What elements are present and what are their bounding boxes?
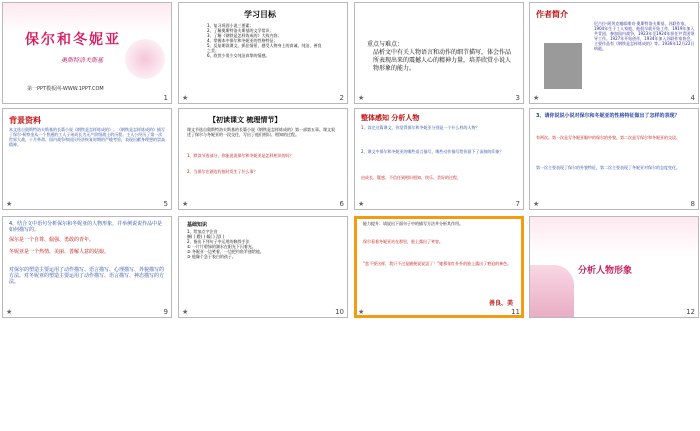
list-item: 2、指出下列句子中运用的修辞手法 [187,239,250,244]
example-sentence: 保尔看着冬妮亚站在那里，脸上露出了笑容。 [363,239,443,244]
slide-number: 4 [690,94,695,102]
slide-thumbnail[interactable] [178,216,348,318]
list-item: 4、掌握本中保尔和冬妮亚的性格特征； [207,38,278,43]
slide-heading: 重点与难点： [367,41,404,48]
slide-thumbnail[interactable] [354,2,524,104]
slide-body: 对保尔的塑造主要运用了动作描写、语言描写、心理描写、外貌描写的方法。对冬妮亚的塑造主要运用了动作描写、语言描写、神态描写的方法。 [9,267,165,285]
slide-body: 本文选自奥斯特洛夫斯基的长篇小说《钢铁是怎样炼成的》。《钢铁是怎样炼成的》描写了保尔·柯察金从一个普通的工人子弟成长为无产阶级战士的历程。主人公经历了第一次世界大战、十月革命、国内战争和国民经济恢复时期的严峻考验，表现出献身理想的崇高精神。 [9,127,165,147]
author-portrait [544,43,582,89]
slide-thumbnail[interactable] [529,2,699,104]
list-item: 5、反复朗读课文，抓住情景，感受人物身上的真诚、纯洁、善良之美； [207,43,322,53]
transition-star-icon: ★ [358,200,365,208]
slide-number: 7 [515,200,520,208]
list-item: ① 一片片碧绿的湖水在阳光下闪着光。 [187,244,256,249]
slide-thumbnail[interactable] [529,216,699,318]
slide-number: 10 [335,308,344,316]
exercise-list [187,229,337,259]
slide-body: 有两次。第一次是写冬妮亚眼中的保尔的外貌，第二次是写保尔和冬妮亚的交谈。 [536,135,680,140]
list-item: 2、了解奥斯特洛夫斯基的文学常识； [207,28,274,33]
transition-star-icon: ★ [6,308,13,316]
slide-body: 课文节选自奥斯特洛夫斯基的长篇小说《钢铁是怎样炼成的》第一部第五章。课文叙述了保尔与冬妮亚的一段交往，写出了他们相识、相知的过程。 [187,127,335,137]
slide-thumbnail[interactable] [2,2,172,104]
answer-red-2: 冬妮亚是一个热情、美丽、善解人意的姑娘。 [9,249,110,255]
list-item: ② 冬妮亚一边笑着，一边把钓鱼竿递给他。 [187,249,264,254]
answer-text: 第一次主要表现了保尔的外貌特征，第二次主要表现了冬妮亚对保尔的态度变化。 [536,165,680,170]
transition-star-icon: ★ [533,94,540,102]
slide-number: 5 [163,200,168,208]
transition-star-icon: ★ [182,94,189,102]
slide-number: 1 [163,94,168,102]
question-2: 2、课文中保尔和冬妮亚的哪些语言描写，哪些动作描写给你留下了深刻的印象？ [361,149,504,154]
list-item: 1、复习巩固小说三要素； [207,23,254,28]
slide-title: 整体感知 分析人物 [361,114,420,122]
question-1: 1、读完这篇课文，你觉得保尔和冬妮亚分别是一个什么样的人物？ [361,125,480,130]
transition-star-icon: ★ [358,94,365,102]
slide-number: 12 [686,308,695,316]
transition-star-icon: ★ [182,308,189,316]
example-sentence: “您不要这样，我只不过是随便说说罢了！”她那张红扑扑的脸上露出了窘迫的神色。 [363,261,512,266]
question-2: 2、当保尔在湖边钓鱼时发生了什么事？ [187,169,258,174]
slide-number: 9 [163,308,168,316]
list-item: ③ 他像个急于表白的孩子。 [187,254,236,259]
transition-star-icon: ★ [533,200,540,208]
slide-thumbnail-selected[interactable] [354,216,524,318]
slide-number: 11 [511,308,520,316]
slide-title: 保尔和冬妮亚 [25,32,121,48]
slide-thumbnail[interactable] [178,2,348,104]
slide-subtitle: 奥斯特洛夫斯基 [61,57,104,64]
goal-list [207,23,322,58]
slide-title: 学习目标 [244,10,276,19]
slide-title: 分析人物形象 [578,266,633,276]
transition-star-icon: ★ [182,200,189,208]
slide-number: 8 [690,200,695,208]
slide-thumbnail[interactable] [354,108,524,210]
castle-decoration [530,265,574,317]
slide-title: 背景资料 [9,116,41,125]
answer-red-1: 保尔是一个自尊、倔强、勇敢的青年。 [9,237,95,243]
list-item: 撅( ) 蹬( ) 粼( ) 涅( ) [187,234,225,239]
transition-star-icon: ★ [6,200,13,208]
slide-number: 2 [339,94,344,102]
list-item: 6、欣赏少男少女纯洁真挚的情感。 [207,53,270,58]
slide-body: 品析文中有关人物语言和动作的细节描写，体会作品所表现出来的震撼人心的精神力量，培养欣赏小说人物形象的能力。 [373,49,512,72]
list-item: 1、给加点字注音 [187,229,218,234]
slide-thumbnail[interactable] [2,108,172,210]
slide-title: 3、请你说说小说对保尔和冬妮亚的性格特征做出了怎样的表现？ [536,113,680,119]
slide-title: 【初读课文 梳理情节】 [209,116,282,124]
list-item: 3、了解《钢铁是怎样炼成的》大致内容； [207,33,282,38]
question-1: 4、结合文中语句分析保尔和冬妮亚的人物形象，并举例说说作品中是如何描写的。 [9,221,163,233]
slide-thumbnail[interactable] [2,216,172,318]
answer-tag: 善良、美 [488,300,513,307]
answer-text: 由成长、疑惑、不信任到相识相知、快乐、美好的过程。 [361,175,461,180]
slide-body: 尼古拉·阿列克谢耶维奇·奥斯特洛夫斯基，苏联作家。1904年生于工人家庭。他很早就开始工作，1919年加入共青团，参加国内战争，1923年至1924年担任共青团领导工作。1927年开始创作，1934年加入苏联作家协会。主要作品有《钢铁是怎样炼成的》等。1936年12月22日病逝。 [594,21,695,51]
slide-number: 3 [515,94,520,102]
slide-title: 基础知识 [187,222,208,228]
slide-thumbnail[interactable] [529,108,699,210]
flower-decoration [125,39,165,79]
question-1: 1、默读节选部分，你能说说保尔和冬妮亚是怎样相识的吗？ [187,153,294,158]
slide-title: 作者简介 [536,10,568,19]
slide-number: 6 [339,200,344,208]
slide-footer: 第一PPT模板网-WWW.1PPT.COM [27,86,104,92]
transition-star-icon: ★ [358,308,365,316]
slide-body: 能力提升：请说出下面句子中的描写方法并分析其作用。 [363,221,463,226]
slide-thumbnail[interactable] [178,108,348,210]
